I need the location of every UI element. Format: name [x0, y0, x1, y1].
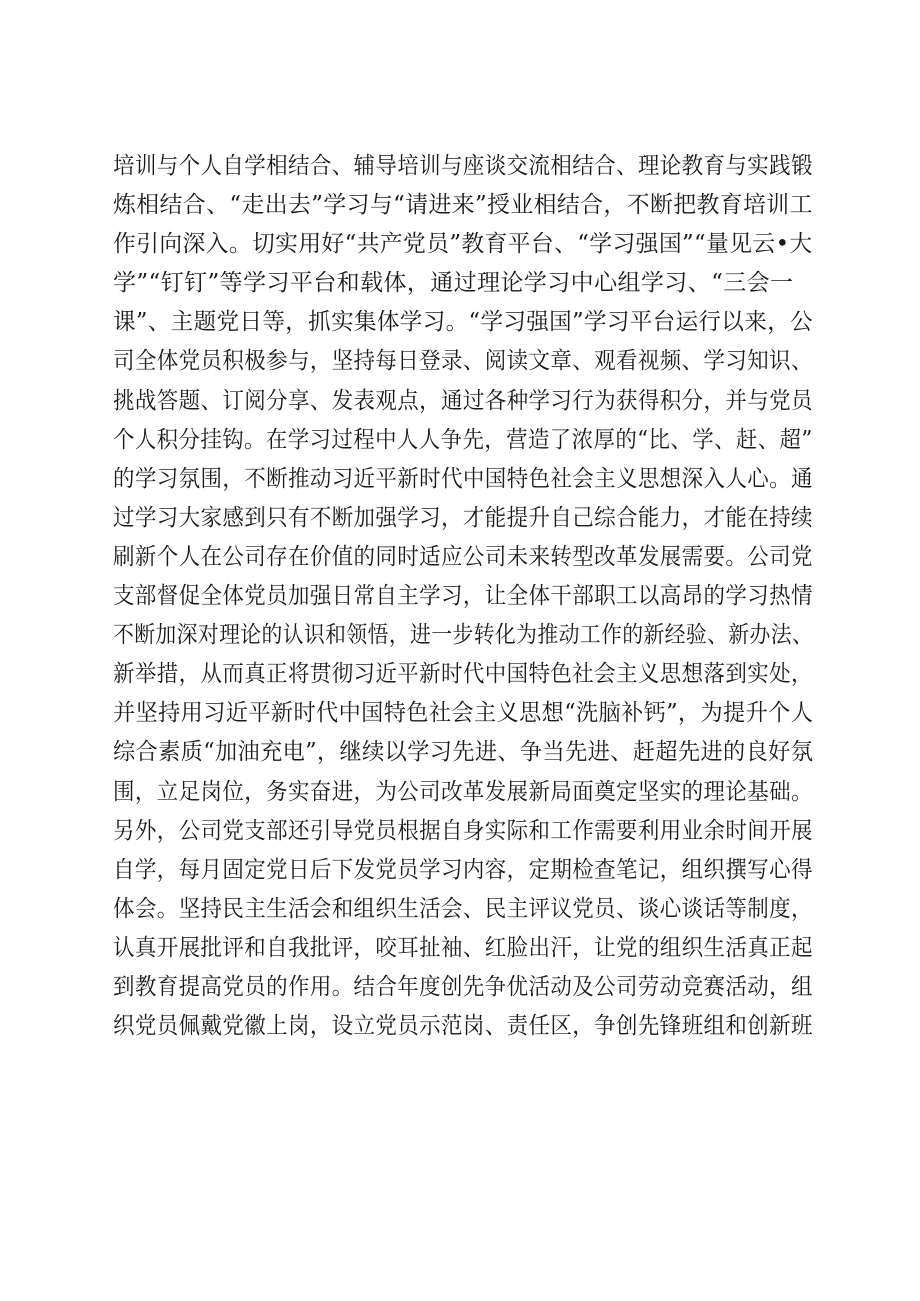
text-line-10: 过学习大家感到只有不断加强学习，才能提升自己综合能力，才能在持续	[113, 504, 813, 531]
text-line-23: 织党员佩戴党徽上岗，设立党员示范岗、责任区，争创先锋班组和创新班	[113, 1013, 813, 1040]
text-line-6: 司全体党员积极参与，坚持每日登录、阅读文章、观看视频、学习知识、	[113, 348, 813, 375]
text-line-13: 不断加深对理论的认识和领悟，进一步转化为推动工作的新经验、新办法、	[113, 622, 814, 649]
text-line-5: 课”、主题党日等，抓实集体学习。“学习强国”学习平台运行以来，公	[113, 309, 814, 336]
text-line-22: 到教育提高党员的作用。结合年度创先争优活动及公司劳动竞赛活动，组	[113, 973, 813, 1000]
text-line-14: 新举措，从而真正将贯彻习近平新时代中国特色社会主义思想落到实处，	[113, 661, 813, 688]
text-line-11: 刷新个人在公司存在价值的同时适应公司未来转型改革发展需要。公司党	[113, 543, 813, 570]
text-line-2: 炼相结合、“走出去”学习与“请进来”授业相结合，不断把教育培训工	[113, 192, 813, 219]
text-line-12: 支部督促全体党员加强日常自主学习，让全体干部职工以高昂的学习热情	[113, 583, 813, 610]
text-line-8: 个人积分挂钩。在学习过程中人人争先，营造了浓厚的“比、学、赶、超”	[113, 426, 813, 453]
text-line-21: 认真开展批评和自我批评，咬耳扯袖、红脸出汗，让党的组织生活真正起	[113, 934, 813, 961]
text-line-16: 综合素质“加油充电”，继续以学习先进、争当先进、赶超先进的良好氛	[113, 739, 814, 766]
text-line-19: 自学，每月固定党日后下发党员学习内容，定期检查笔记，组织撰写心得	[113, 856, 813, 883]
text-line-18: 另外，公司党支部还引导党员根据自身实际和工作需要利用业余时间开展	[113, 817, 813, 844]
text-line-1: 培训与个人自学相结合、辅导培训与座谈交流相结合、理论教育与实践锻	[113, 153, 813, 179]
text-line-9: 的学习氛围，不断推动习近平新时代中国特色社会主义思想深入人心。通	[113, 465, 813, 492]
text-line-17: 围，立足岗位，务实奋进，为公司改革发展新局面奠定坚实的理论基础。	[113, 778, 813, 805]
text-line-20: 体会。坚持民主生活会和组织生活会、民主评议党员、谈心谈话等制度，	[113, 895, 813, 922]
text-line-4: 学”“钉钉”等学习平台和载体，通过理论学习中心组学习、“三会一	[113, 270, 794, 297]
text-line-15: 并坚持用习近平新时代中国特色社会主义思想“洗脑补钙”，为提升个人	[113, 700, 814, 727]
body-text	[113, 147, 813, 1046]
text-line-7: 挑战答题、订阅分享、发表观点，通过各种学习行为获得积分，并与党员	[113, 387, 813, 414]
text-line-3: 作引向深入。切实用好“共产党员”教育平台、“学习强国”“量见云•大	[113, 231, 813, 258]
